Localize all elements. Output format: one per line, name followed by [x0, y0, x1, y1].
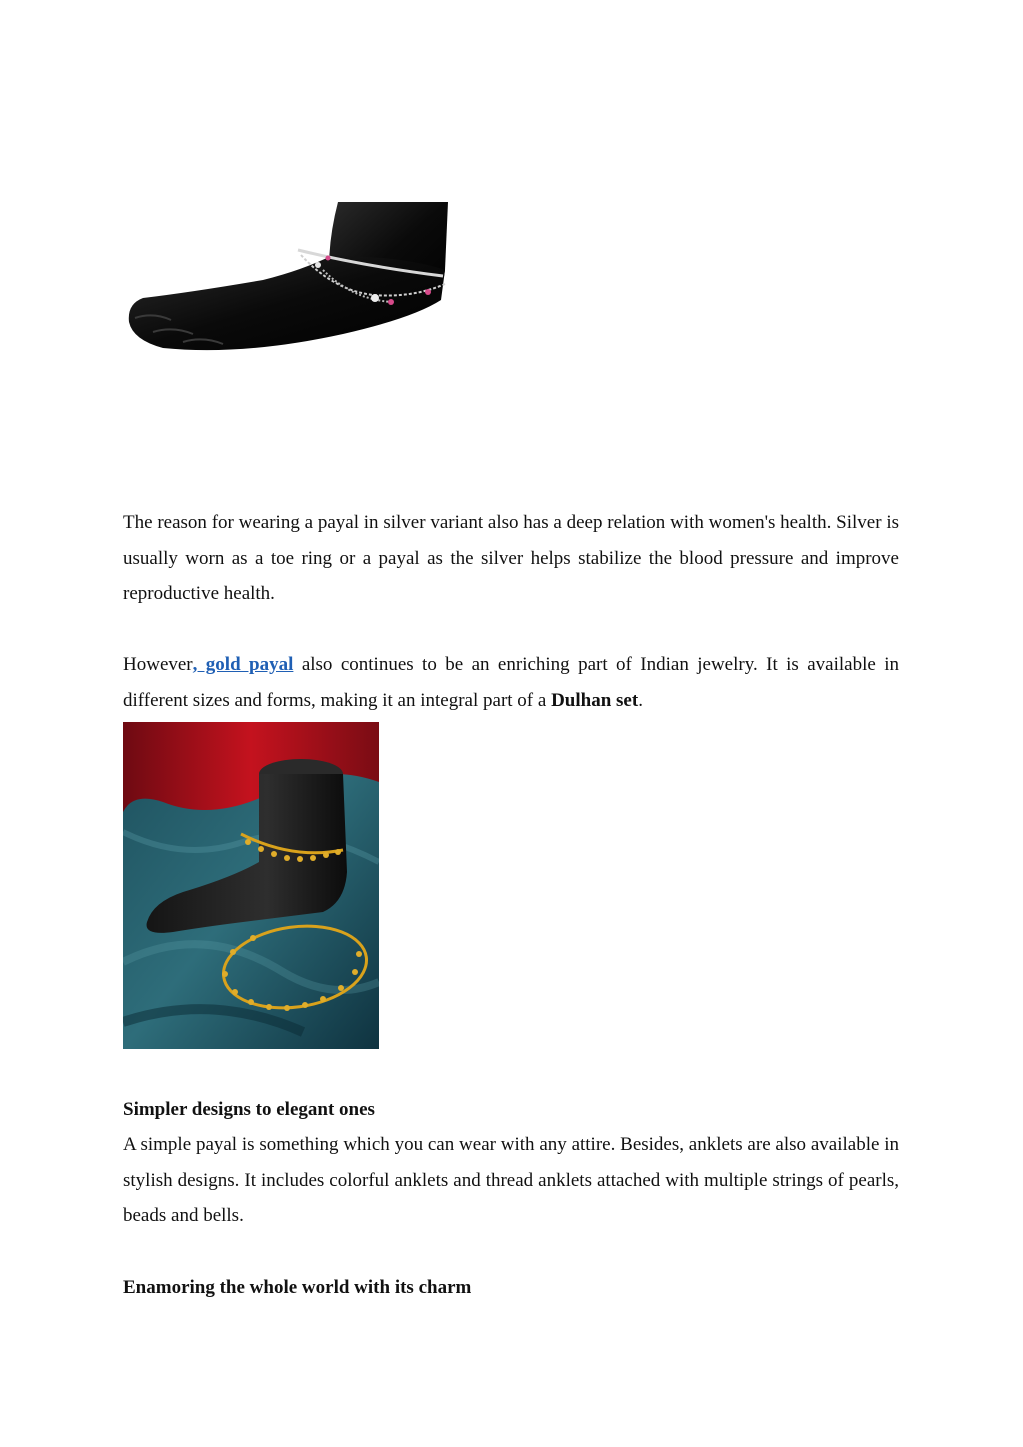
paragraph-gold-payal — [123, 647, 899, 718]
paragraph-silver-health: The reason for wearing a payal in silver variant also has a deep relation with women's health. Silver is usually worn as a toe ring or a payal as the silver helps stabilize the blood pressure and improve reproductive health. — [123, 512, 899, 604]
gold-payal-link[interactable]: , gold payal — [192, 654, 294, 675]
dulhan-set-bold: Dulhan set — [551, 689, 639, 711]
para2-middle: also continues to be an enriching part of Indian jewelry. It is available in different sizes and forms, making it an integral part of a — [123, 654, 899, 711]
silver-anklet-image — [123, 200, 458, 360]
section-heading: Enamoring the whole world with its charm — [123, 1277, 472, 1298]
section-simpler-designs — [123, 1092, 899, 1234]
para2-prefix: However — [123, 654, 193, 675]
section-heading: Simpler designs to elegant ones — [123, 1099, 375, 1120]
section-enamoring — [123, 1270, 899, 1305]
gold-anklet-image — [123, 722, 379, 1049]
para2-suffix: . — [638, 689, 643, 711]
section-body: A simple payal is something which you can wear with any attire. Besides, anklets are also available in stylish designs. It includes colorful anklets and thread anklets attached with multiple strings of pearls, beads and bells. — [123, 1134, 899, 1226]
